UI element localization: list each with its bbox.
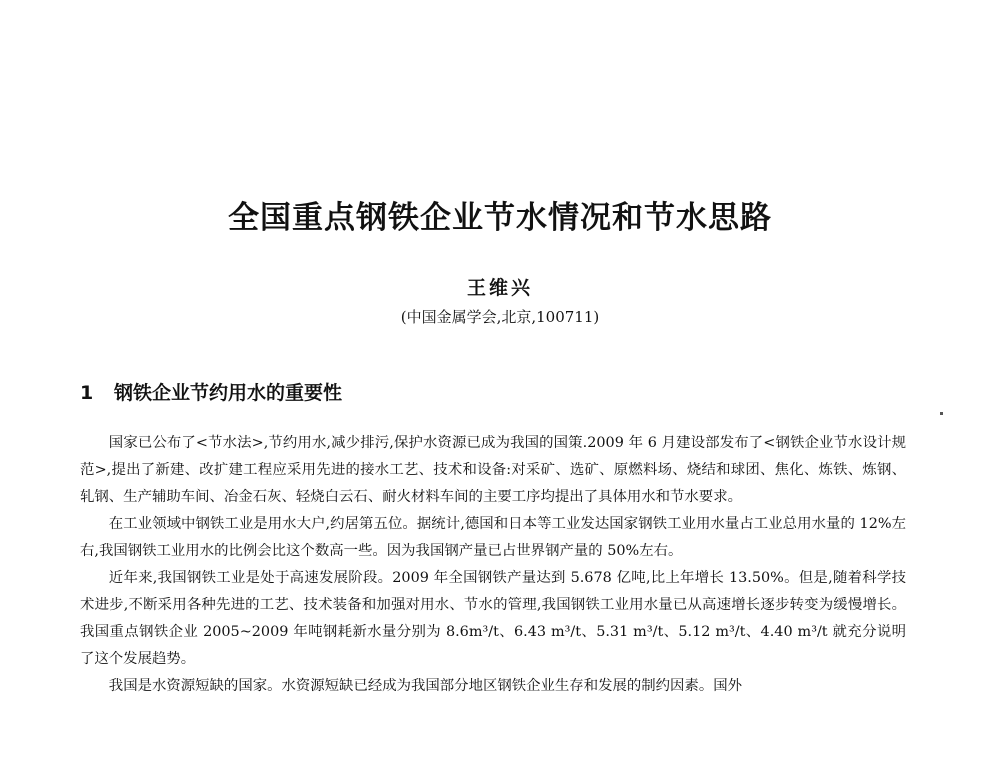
paragraph: 国家已公布了<节水法>,节约用水,减少排污,保护水资源已成为我国的国策.2009 年 6 月建设部发布了<钢铁企业节水设计规范>,提出了新建、改扩建工程应采用先进的接水工艺、技术和设备:对采矿、选矿、原燃料场、烧结和球团、焦化、炼铁、炼钢、轧钢、生产辅助车间、冶金石灰、轻烧白云石、耐火材料车间的主要工序均提出了具体用水和节水要求。 — [80, 435, 906, 505]
body-text — [80, 430, 906, 700]
author-name: 王维兴 — [466, 277, 533, 299]
author-affiliation: (中国金属学会,北京,100711) — [400, 308, 600, 326]
section-number: 1 — [80, 382, 94, 404]
section-heading — [80, 378, 342, 405]
scan-speck — [940, 412, 943, 415]
paragraph: 近年来,我国钢铁工业是处于高速发展阶段。2009 年全国钢铁产量达到 5.678 亿吨,比上年增长 13.50%。但是,随着科学技术进步,不断采用各种先进的工艺、技术装备和加强对用水、节水的管理,我国钢铁工业用水量已从高速增长逐步转变为缓慢增长。我国重点钢铁企业 2005~2009 年吨钢耗新水量分别为 8.6m³/t、6.43 m³/t、5.31 m³/t、5.12 m³/t、4.40 m³/t 就充分说明了这个发展趋势。 — [80, 570, 906, 667]
paragraph: 我国是水资源短缺的国家。水资源短缺已经成为我国部分地区钢铁企业生存和发展的制约因素。国外 — [108, 678, 742, 694]
paragraph: 在工业领域中钢铁工业是用水大户,约居第五位。据统计,德国和日本等工业发达国家钢铁工业用水量占工业总用水量的 12%左右,我国钢铁工业用水的比例会比这个数高一些。因为我国钢产量已占世界钢产量的 50%左右。 — [80, 516, 906, 559]
section-title: 钢铁企业节约用水的重要性 — [114, 382, 343, 404]
paper-title: 全国重点钢铁企业节水情况和节水思路 — [228, 200, 772, 236]
